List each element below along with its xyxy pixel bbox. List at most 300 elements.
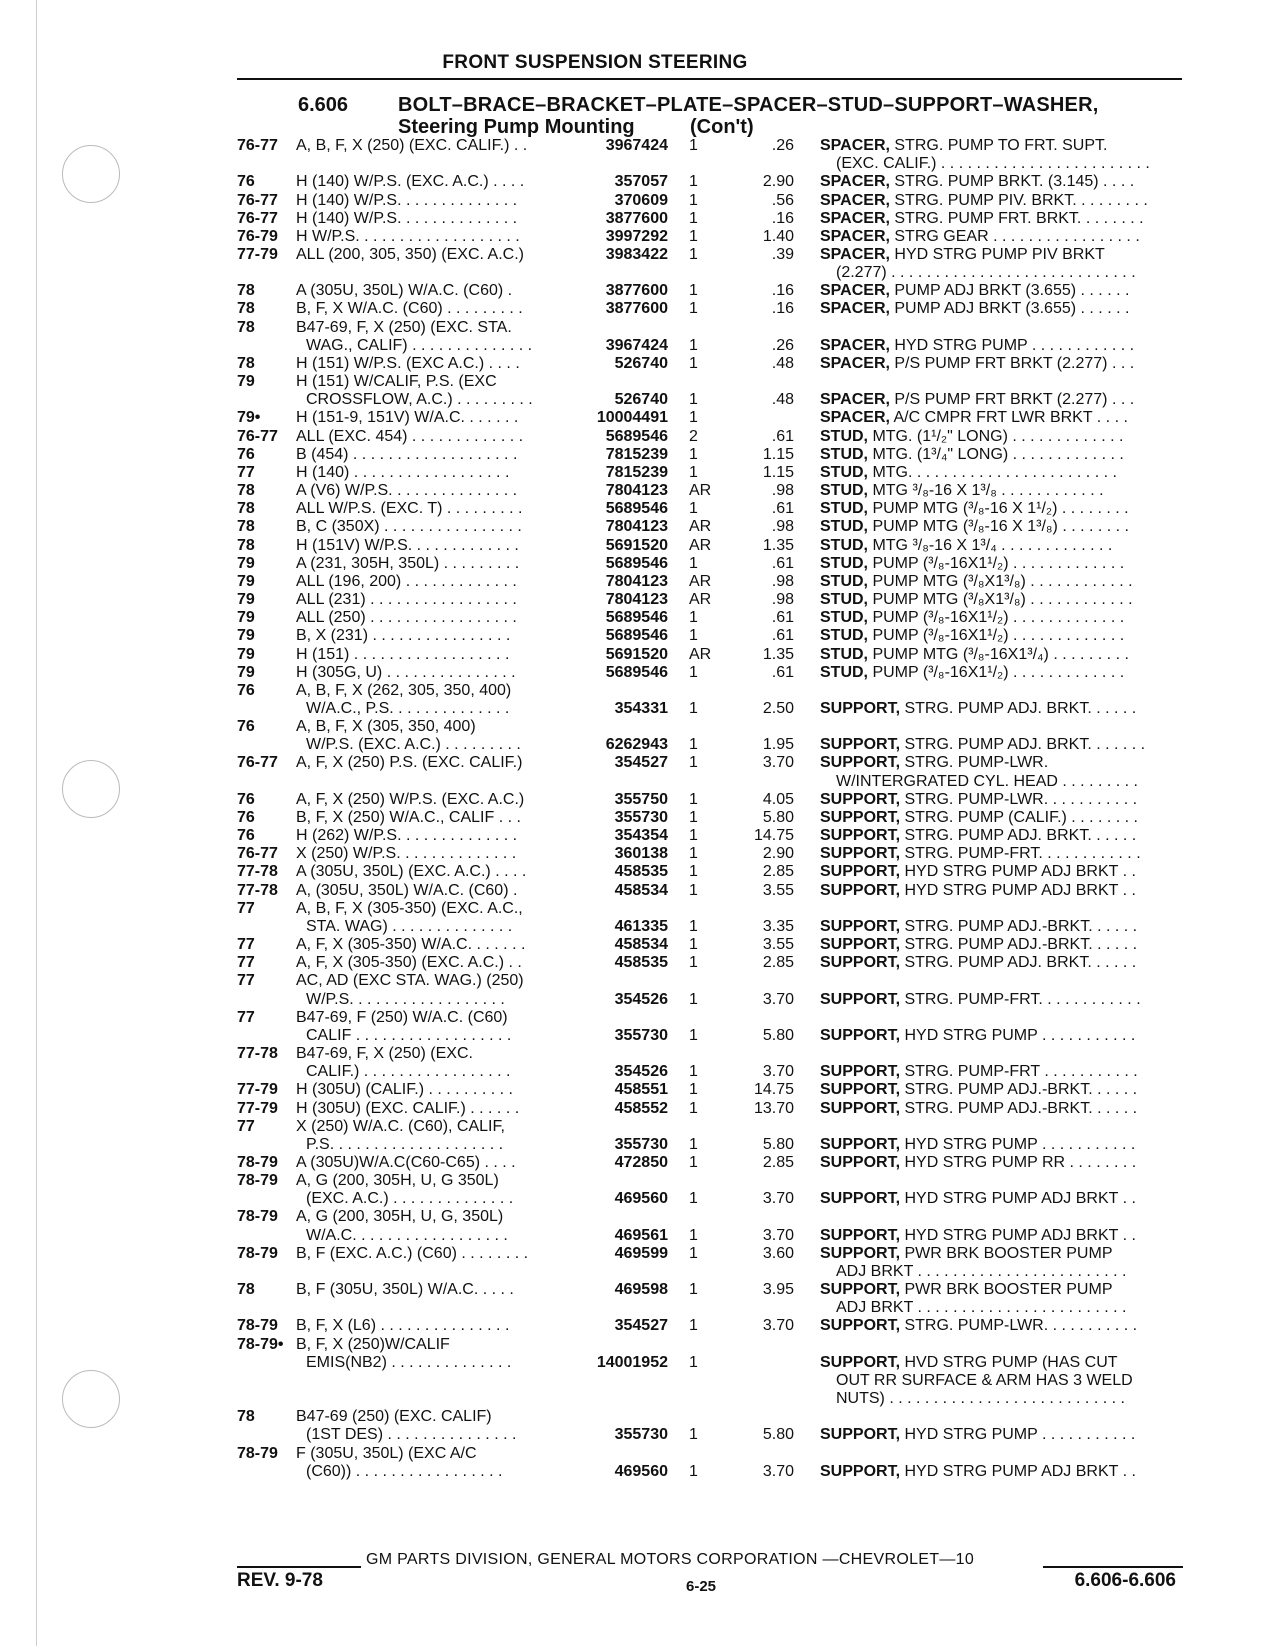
part-number: 458534: [614, 936, 668, 953]
part-type: SUPPORT,: [820, 808, 901, 826]
table-row: [0, 517, 1280, 536]
part-number: 7804123: [605, 482, 668, 499]
price: 1.95: [762, 736, 794, 754]
application: W/P.S. . . . . . . . . . . . . . . . . .: [306, 990, 505, 1008]
part-description-text: STRG. PUMP-LWR.: [900, 754, 1049, 772]
table-row: [0, 645, 1280, 664]
part-number: 472850: [614, 1154, 668, 1171]
part-description: [820, 191, 1186, 210]
part-type: SPACER,: [820, 391, 890, 409]
price: 1.40: [762, 227, 794, 245]
part-description: [820, 626, 1186, 645]
price: 5.80: [762, 1426, 794, 1444]
application: H (305U) (CALIF.) . . . . . . . . . .: [296, 1081, 513, 1099]
model-year: 77-79: [237, 1081, 278, 1099]
price: 3.55: [762, 881, 794, 899]
quantity: 1: [689, 246, 698, 263]
model-year: 77: [237, 936, 255, 953]
part-number: 3877600: [605, 209, 668, 227]
part-number: 355750: [614, 790, 668, 808]
part-type: SUPPORT,: [820, 1353, 901, 1371]
application: H (151) . . . . . . . . . . . . . . . . . .: [296, 645, 510, 663]
table-row: [0, 1444, 1280, 1463]
part-number: 355730: [614, 1135, 668, 1153]
part-number: 3997292: [605, 227, 668, 245]
model-year: 78: [237, 282, 255, 300]
part-description: [820, 1425, 1186, 1444]
part-description-text: STRG. PUMP-FRT . . . . . . . . . . .: [900, 1063, 1138, 1081]
model-year: 77: [237, 899, 255, 917]
part-type: SPACER,: [820, 227, 890, 245]
quantity: 1: [689, 627, 698, 645]
part-type: SUPPORT,: [820, 917, 901, 935]
part-description: [820, 590, 1186, 609]
part-description-text: P/S PUMP FRT BRKT (2.277) . . .: [889, 391, 1135, 409]
application: B, F (305U, 350L) W/A.C. . . . .: [296, 1281, 514, 1299]
part-description-continued: OUT RR SURFACE & ARM HAS 3 WELD: [836, 1371, 1133, 1389]
application: AC, AD (EXC STA. WAG.) (250): [296, 972, 524, 990]
model-year: 78: [237, 1408, 255, 1426]
model-year: 77-78: [237, 1045, 278, 1062]
model-year: 79: [237, 572, 255, 590]
model-year: 78-79: [237, 1317, 278, 1335]
table-row: [0, 917, 1280, 936]
price: 3.95: [762, 1281, 794, 1299]
part-description: [820, 1135, 1186, 1154]
part-description-text: P/S PUMP FRT BRKT (2.277) . . .: [889, 354, 1135, 372]
part-number: 5689546: [605, 427, 668, 445]
part-description-continued: NUTS) . . . . . . . . . . . . . . . . . . . . . . . . . . .: [836, 1390, 1125, 1407]
model-year: 76-77: [237, 191, 278, 209]
table-row: [0, 1171, 1280, 1190]
part-description-text: MTG. . . . . . . . . . . . . . . . . . . . . . . .: [868, 463, 1117, 481]
part-description: [820, 1062, 1186, 1081]
part-description: [820, 1316, 1186, 1335]
price: 1.15: [762, 445, 794, 463]
table-row: [0, 1407, 1280, 1426]
model-year: 77: [237, 1117, 255, 1135]
part-number: 458551: [614, 1081, 668, 1099]
part-description-text: HYD STRG PUMP ADJ BRKT . .: [900, 881, 1136, 899]
quantity: 1: [689, 736, 698, 754]
part-description-text: STRG. PUMP (CALIF.) . . . . . . . .: [900, 808, 1138, 826]
price: .26: [771, 336, 794, 354]
part-number: 6262943: [605, 736, 668, 754]
application: A, (305U, 350L) W/A.C. (C60) .: [296, 881, 518, 899]
part-type: STUD,: [820, 609, 868, 627]
part-description: [820, 136, 1186, 155]
part-type: SUPPORT,: [820, 827, 901, 845]
price: 2.90: [762, 845, 794, 863]
part-description-text: STRG. PUMP ADJ.-BRKT. . . . . .: [900, 936, 1138, 953]
part-description-text: PWR BRK BOOSTER PUMP: [900, 1244, 1113, 1262]
table-row: [0, 1280, 1280, 1299]
part-type: SPACER,: [820, 354, 890, 372]
model-year: 77: [237, 1008, 255, 1026]
application: H (151) W/CALIF, P.S. (EXC: [296, 373, 497, 391]
table-row: [0, 753, 1280, 772]
quantity: 1: [689, 663, 698, 681]
part-type: SUPPORT,: [820, 881, 901, 899]
part-description: [820, 1153, 1186, 1172]
part-description: [820, 663, 1186, 682]
part-number: 469561: [614, 1226, 668, 1244]
part-description: [820, 645, 1186, 664]
table-row: [0, 935, 1280, 954]
application: H (305U) (EXC. CALIF.) . . . . . .: [296, 1099, 520, 1117]
part-description-text: HYD STRG PUMP . . . . . . . . . . . .: [889, 336, 1135, 354]
part-number: 354527: [614, 754, 668, 772]
table-row: [0, 1099, 1280, 1118]
part-type: SUPPORT,: [820, 1063, 901, 1081]
part-type: STUD,: [820, 536, 868, 554]
part-description-text: HYD STRG PUMP . . . . . . . . . . .: [900, 1135, 1136, 1153]
table-row: [0, 299, 1280, 318]
part-description: [820, 699, 1186, 718]
price: 3.70: [762, 1226, 794, 1244]
quantity: 1: [689, 936, 698, 953]
model-year: 76-77: [237, 209, 278, 227]
part-type: SUPPORT,: [820, 1244, 901, 1262]
part-type: STUD,: [820, 482, 868, 499]
table-row: [0, 862, 1280, 881]
quantity: AR: [689, 482, 712, 499]
application: A, F, X (305-350) (EXC. A.C.) . .: [296, 954, 522, 972]
table-row: [0, 590, 1280, 609]
price: .98: [771, 482, 794, 499]
price: .98: [771, 572, 794, 590]
table-row: [0, 1226, 1280, 1245]
part-type: STUD,: [820, 645, 868, 663]
application: CALIF.) . . . . . . . . . . . . . . . . .: [306, 1063, 511, 1081]
part-type: SUPPORT,: [820, 1099, 901, 1117]
part-description: [820, 209, 1186, 228]
part-description-continued: (2.277) . . . . . . . . . . . . . . . . . . . . . . . . . . . .: [836, 264, 1136, 282]
model-year: 76-77: [237, 427, 278, 445]
part-type: SUPPORT,: [820, 936, 901, 953]
part-number: 7804123: [605, 572, 668, 590]
quantity: 1: [689, 1026, 698, 1044]
application: ALL (196, 200) . . . . . . . . . . . . .: [296, 572, 517, 590]
price: 3.70: [762, 754, 794, 772]
table-row: [0, 735, 1280, 754]
part-number: 5689546: [605, 554, 668, 572]
table-row: [0, 1153, 1280, 1172]
application: CROSSFLOW, A.C.) . . . . . . . . .: [306, 391, 533, 409]
quantity: 1: [689, 1063, 698, 1081]
table-row: [0, 808, 1280, 827]
part-number: 5689546: [605, 609, 668, 627]
part-number: 354331: [614, 700, 668, 717]
application: W/A.C., P.S. . . . . . . . . . . . . .: [306, 700, 510, 717]
part-type: SPACER,: [820, 246, 890, 263]
part-type: SPACER,: [820, 137, 890, 154]
footer-revision: REV. 9-78: [237, 1570, 323, 1591]
part-type: SPACER,: [820, 336, 890, 354]
part-type: SPACER,: [820, 191, 890, 209]
table-row: [0, 1462, 1280, 1481]
model-year: 78: [237, 318, 255, 336]
application: A, B, F, X (305, 350, 400): [296, 718, 476, 736]
part-type: SPACER,: [820, 173, 890, 191]
price: .61: [771, 500, 794, 518]
application: H (140) W/P.S. (EXC. A.C.) . . . .: [296, 173, 525, 191]
model-year: 77-79: [237, 246, 278, 263]
part-description: [820, 1099, 1186, 1118]
part-description: [820, 172, 1186, 191]
table-row: [0, 1389, 1280, 1408]
section-subtitle: Steering Pump Mounting: [398, 116, 635, 138]
part-description: [820, 953, 1186, 972]
quantity: 1: [689, 1462, 698, 1480]
model-year: 76-77: [237, 137, 278, 154]
part-description-text: PUMP ADJ BRKT (3.655) . . . . . .: [889, 300, 1130, 318]
quantity: 1: [689, 1226, 698, 1244]
table-row: [0, 699, 1280, 718]
model-year: 79: [237, 609, 255, 627]
part-description: [820, 881, 1186, 900]
part-type: SUPPORT,: [820, 736, 901, 754]
part-description-text: STRG. PUMP ADJ. BRKT. . . . . . .: [900, 736, 1146, 754]
quantity: AR: [689, 536, 712, 554]
model-year: 78-79: [237, 1444, 278, 1462]
part-description-text: STRG. PUMP-FRT. . . . . . . . . . . .: [900, 990, 1141, 1008]
part-description-text: STRG. PUMP-LWR. . . . . . . . . . .: [900, 790, 1138, 808]
part-type: STUD,: [820, 500, 868, 518]
part-description-continued: W/INTERGRATED CYL. HEAD . . . . . . . . .: [836, 772, 1138, 790]
part-type: SUPPORT,: [820, 700, 901, 717]
application: A, F, X (250) W/P.S. (EXC. A.C.): [296, 790, 525, 808]
part-description-text: MTG. (1³/₄" LONG) . . . . . . . . . . . . .: [868, 445, 1124, 463]
quantity: 1: [689, 1317, 698, 1335]
part-description-text: STRG. PUMP-FRT. . . . . . . . . . . .: [900, 845, 1141, 863]
part-description-text: STRG. PUMP ADJ. BRKT. . . . . .: [900, 954, 1137, 972]
part-number: 3967424: [605, 336, 668, 354]
part-type: SUPPORT,: [820, 1135, 901, 1153]
part-type: SUPPORT,: [820, 863, 901, 881]
application: H (140) W/P.S. . . . . . . . . . . . . .: [296, 191, 518, 209]
part-description: [820, 1244, 1186, 1263]
price: 3.55: [762, 936, 794, 953]
table-row: [0, 953, 1280, 972]
price: 3.70: [762, 1063, 794, 1081]
part-description-text: A/C CMPR FRT LWR BRKT . . . .: [889, 409, 1128, 427]
section-number: 6.606: [298, 94, 349, 116]
price: .26: [771, 137, 794, 154]
table-row: [0, 572, 1280, 591]
model-year: 77: [237, 954, 255, 972]
price: 3.35: [762, 917, 794, 935]
part-description-text: STRG. PUMP TO FRT. SUPT.: [889, 137, 1108, 154]
quantity: 1: [689, 700, 698, 717]
part-type: SUPPORT,: [820, 1026, 901, 1044]
table-row: [0, 1298, 1280, 1317]
part-number: 458535: [614, 863, 668, 881]
part-number: 5689546: [605, 663, 668, 681]
quantity: 1: [689, 173, 698, 191]
price: .61: [771, 627, 794, 645]
part-description-text: PUMP MTG (³/₈-16X1³/₄) . . . . . . . . .: [868, 645, 1129, 663]
price: 3.70: [762, 1190, 794, 1208]
application: A, F, X (305-350) W/A.C. . . . . . .: [296, 936, 526, 953]
table-row: [0, 1080, 1280, 1099]
quantity: 1: [689, 391, 698, 409]
part-description: [820, 499, 1186, 518]
application: W/A.C. . . . . . . . . . . . . . . . . .: [306, 1226, 508, 1244]
part-description: [820, 281, 1186, 300]
application: B47-69, F, X (250) (EXC. STA.: [296, 318, 512, 336]
application: ALL (231) . . . . . . . . . . . . . . . . .: [296, 591, 517, 608]
quantity: 1: [689, 336, 698, 354]
price: 1.15: [762, 463, 794, 481]
table-row: [0, 1353, 1280, 1372]
part-type: SUPPORT,: [820, 1081, 901, 1099]
part-description-text: HYD STRG PUMP ADJ BRKT . .: [900, 863, 1136, 881]
table-row: [0, 536, 1280, 555]
model-year: 78: [237, 354, 255, 372]
part-description: [820, 427, 1186, 446]
model-year: 76-77: [237, 754, 278, 772]
model-year: 78: [237, 536, 255, 554]
part-description-text: PUMP (³/₈-16X1¹/₂) . . . . . . . . . . . . .: [868, 609, 1125, 627]
table-row: [0, 1026, 1280, 1045]
part-description: [820, 735, 1186, 754]
part-type: SUPPORT,: [820, 1190, 901, 1208]
table-row: [0, 227, 1280, 246]
table-row: [0, 281, 1280, 300]
part-type: SUPPORT,: [820, 790, 901, 808]
table-row: [0, 191, 1280, 210]
part-description: [820, 1353, 1186, 1372]
quantity: 1: [689, 409, 698, 427]
model-year: 76: [237, 790, 255, 808]
model-year: 77-79: [237, 1099, 278, 1117]
price: .98: [771, 518, 794, 536]
part-number: 458552: [614, 1099, 668, 1117]
price: 5.80: [762, 808, 794, 826]
price: .98: [771, 591, 794, 608]
price: 2.85: [762, 863, 794, 881]
part-description-text: STRG. PUMP ADJ.-BRKT. . . . . .: [900, 1081, 1138, 1099]
model-year: 79: [237, 627, 255, 645]
price: 5.80: [762, 1135, 794, 1153]
part-description: [820, 753, 1186, 772]
application: A, G (200, 305H, U, G, 350L): [296, 1208, 504, 1226]
quantity: 1: [689, 881, 698, 899]
part-description: [820, 481, 1186, 500]
price: 2.85: [762, 1154, 794, 1171]
part-description-continued: (EXC. CALIF.) . . . . . . . . . . . . . . . . . . . . . . . .: [836, 155, 1150, 173]
quantity: AR: [689, 518, 712, 536]
table-row: [0, 408, 1280, 427]
quantity: 1: [689, 191, 698, 209]
part-description-text: PUMP (³/₈-16X1¹/₂) . . . . . . . . . . . . .: [868, 627, 1125, 645]
quantity: 1: [689, 990, 698, 1008]
application: H (151-9, 151V) W/A.C. . . . . . .: [296, 409, 519, 427]
part-number: 526740: [614, 391, 668, 409]
part-description: [820, 354, 1186, 373]
table-row: [0, 463, 1280, 482]
model-year: 79: [237, 645, 255, 663]
part-number: 469560: [614, 1462, 668, 1480]
table-row: [0, 1425, 1280, 1444]
footer-rule-right: [1043, 1566, 1183, 1568]
model-year: 78: [237, 500, 255, 518]
part-description-text: PUMP MTG (³/₈X1³/₈) . . . . . . . . . . . .: [868, 572, 1133, 590]
table-row: [0, 881, 1280, 900]
quantity: 1: [689, 282, 698, 300]
footer-rule-left: [237, 1566, 361, 1568]
table-row: [0, 772, 1280, 791]
table-row: [0, 372, 1280, 391]
application: ALL (EXC. 454) . . . . . . . . . . . . .: [296, 427, 524, 445]
part-description-text: HYD STRG PUMP PIV BRKT: [889, 246, 1105, 263]
application: H (140) W/P.S. . . . . . . . . . . . . .: [296, 209, 518, 227]
table-row: [0, 172, 1280, 191]
quantity: AR: [689, 645, 712, 663]
price: 3.60: [762, 1244, 794, 1262]
part-description-text: PUMP ADJ BRKT (3.655) . . . . . .: [889, 282, 1130, 300]
part-number: 360138: [614, 845, 668, 863]
price: .48: [771, 391, 794, 409]
application: B, F, X (250)W/CALIF: [296, 1335, 450, 1353]
part-description-continued: ADJ BRKT . . . . . . . . . . . . . . . . . . . . . . . .: [836, 1262, 1127, 1280]
table-row: [0, 318, 1280, 337]
part-description: [820, 245, 1186, 264]
table-row: [0, 1262, 1280, 1281]
application: B47-69, F, X (250) (EXC.: [296, 1045, 473, 1062]
table-row: [0, 1207, 1280, 1226]
application: H (140) . . . . . . . . . . . . . . . . . .: [296, 463, 510, 481]
part-description-text: HYD STRG PUMP ADJ BRKT . .: [900, 1462, 1136, 1480]
quantity: 1: [689, 1426, 698, 1444]
part-description: [820, 299, 1186, 318]
quantity: 1: [689, 1244, 698, 1262]
application: ALL (200, 305, 350) (EXC. A.C.): [296, 246, 524, 263]
table-row: [0, 390, 1280, 409]
part-description: [820, 790, 1186, 809]
part-type: SPACER,: [820, 409, 890, 427]
part-number: 3983422: [605, 246, 668, 263]
quantity: 1: [689, 1081, 698, 1099]
application: A, B, F, X (262, 305, 350, 400): [296, 681, 512, 699]
part-number: 14001952: [596, 1353, 668, 1371]
application: STA. WAG) . . . . . . . . . . . . . .: [306, 917, 513, 935]
part-description: [820, 862, 1186, 881]
application: H (305G, U) . . . . . . . . . . . . . . .: [296, 663, 516, 681]
part-number: 458535: [614, 954, 668, 972]
application: H W/P.S. . . . . . . . . . . . . . . . . . .: [296, 227, 520, 245]
part-number: 355730: [614, 1026, 668, 1044]
quantity: 1: [689, 1099, 698, 1117]
part-type: SUPPORT,: [820, 1226, 901, 1244]
part-description-text: HYD STRG PUMP RR . . . . . . . .: [900, 1154, 1137, 1171]
part-description: [820, 844, 1186, 863]
footer-page-number: 6-25: [686, 1578, 717, 1595]
part-number: 7804123: [605, 518, 668, 536]
part-description: [820, 517, 1186, 536]
table-row: [0, 1335, 1280, 1354]
quantity: 1: [689, 845, 698, 863]
part-type: SPACER,: [820, 300, 890, 318]
part-number: 5691520: [605, 536, 668, 554]
model-year: 78-79: [237, 1154, 278, 1171]
part-number: 355730: [614, 1426, 668, 1444]
model-year: 76: [237, 445, 255, 463]
part-description: [820, 554, 1186, 573]
application: (C60)) . . . . . . . . . . . . . . . . .: [306, 1462, 503, 1480]
footer-section-code: 6.606-6.606: [1074, 1570, 1176, 1591]
